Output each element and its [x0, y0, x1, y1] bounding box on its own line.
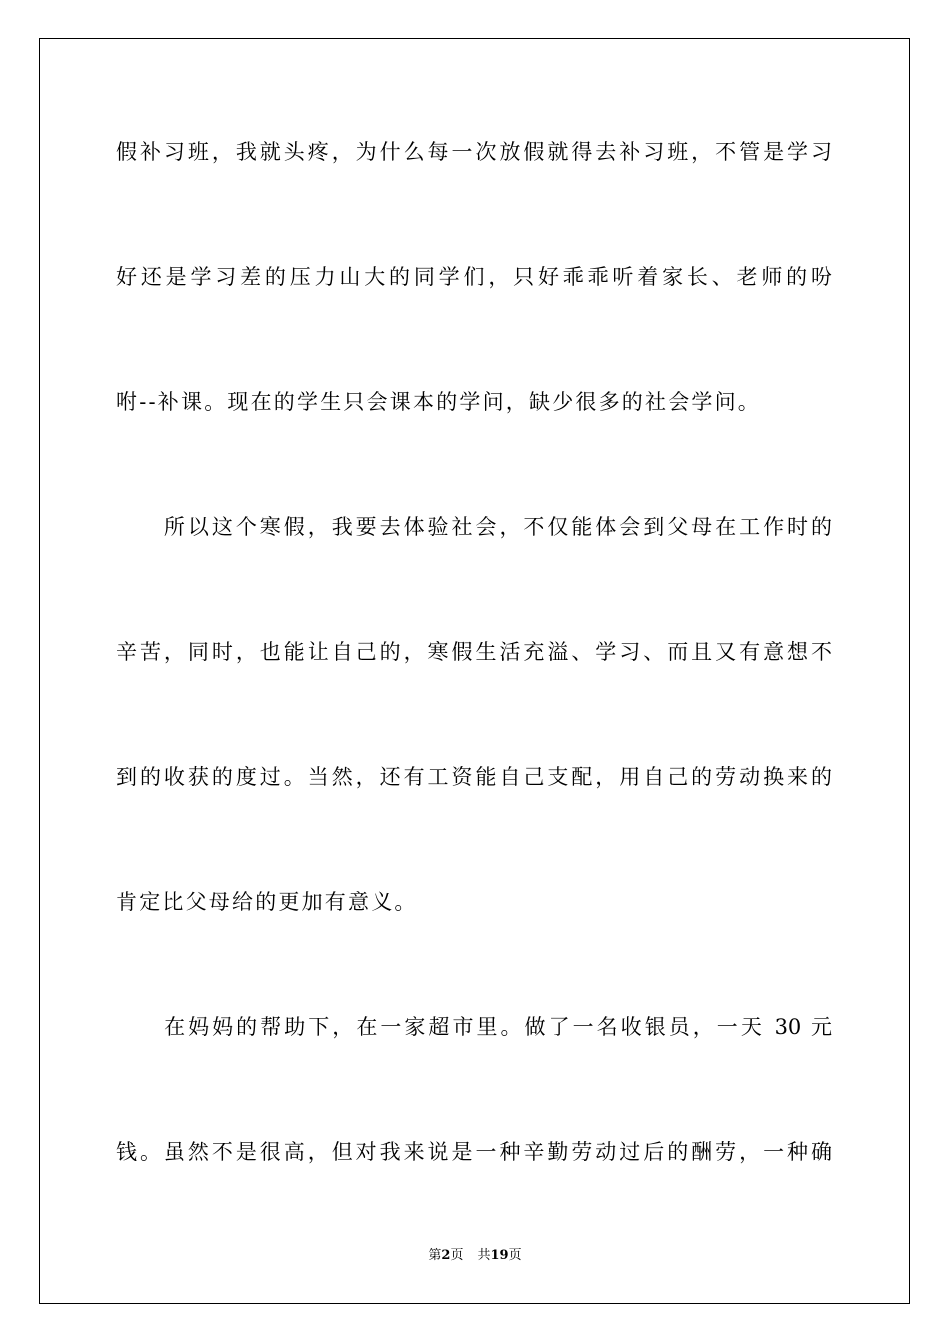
text-line: 到的收获的度过。当然，还有工资能自己支配，用自己的劳动换来的 [116, 765, 832, 789]
text-line: 咐--补课。现在的学生只会课本的学问，缺少很多的社会学问。 [116, 390, 761, 414]
total-prefix: 共 [477, 1248, 491, 1263]
text-line: 钱。虽然不是很高，但对我来说是一种辛勤劳动过后的酬劳，一种确 [116, 1140, 832, 1164]
text-line: 好还是学习差的压力山大的同学们，只好乖乖听着家长、老师的吩 [116, 265, 832, 289]
page-footer [0, 1247, 950, 1265]
text-line: 辛苦，同时，也能让自己的，寒假生活充溢、学习、而且又有意想不 [116, 640, 832, 664]
page-number: 2 [441, 1248, 451, 1263]
text-line: 所以这个寒假，我要去体验社会，不仅能体会到父母在工作时的 [116, 515, 832, 539]
total-suffix: 页 [508, 1248, 522, 1263]
text-line: 肯定比父母给的更加有意义。 [116, 890, 418, 914]
page-prefix: 第 [428, 1248, 442, 1263]
text-line: 在妈妈的帮助下，在一家超市里。做了一名收银员，一天 30 元 [116, 1015, 832, 1039]
page-suffix: 页 [450, 1248, 464, 1263]
text-line: 假补习班，我就头疼，为什么每一次放假就得去补习班，不管是学习 [116, 140, 832, 164]
page-border [39, 38, 910, 1304]
total-pages: 19 [490, 1248, 509, 1263]
